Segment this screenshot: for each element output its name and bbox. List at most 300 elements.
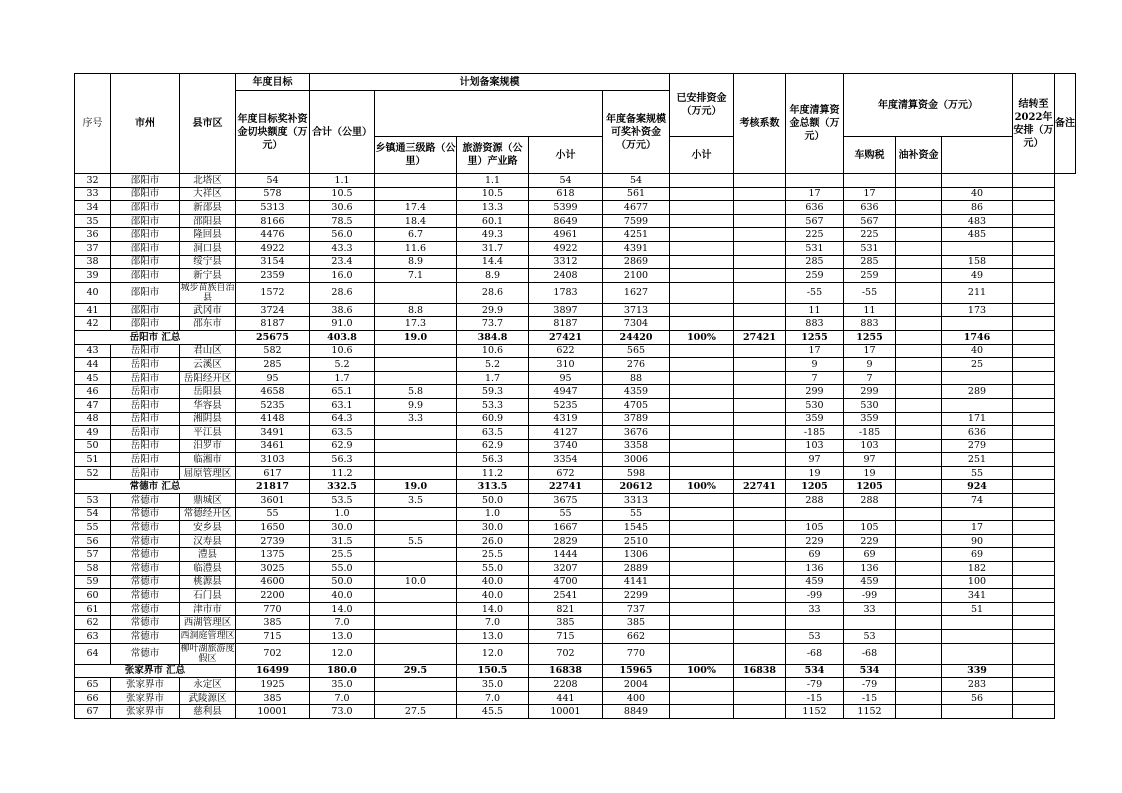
cell-remark (1013, 589, 1055, 603)
cell-city: 岳阳市 (111, 398, 180, 412)
cell-arranged: 561 (603, 187, 670, 201)
cell-city: 常德市 (111, 575, 180, 589)
cell-oil-fund (896, 507, 942, 521)
cell-target-amount: 285 (236, 358, 310, 372)
table-row (75, 575, 1076, 589)
cell-city: 常德市 (111, 562, 180, 576)
cell-county: 洞口县 (180, 241, 236, 255)
cell-record-scale: 4922 (529, 241, 603, 255)
cell-township-km: 27.5 (375, 705, 457, 719)
cell-coeff (670, 174, 734, 188)
header-township-km: 乡镇通三级路（公里） (375, 137, 457, 174)
cell-vehicle-tax: 567 (844, 214, 896, 228)
cell-coeff (670, 371, 734, 385)
cell-city: 岳阳市 (111, 412, 180, 426)
cell-county: 临澧县 (180, 562, 236, 576)
cell-oil-fund (896, 691, 942, 705)
cell-clearing-total (734, 282, 786, 303)
table-header (75, 74, 1076, 174)
cell-remark (1013, 398, 1055, 412)
cell-seq: 49 (75, 426, 111, 440)
cell-carry-over: 1746 (942, 330, 1013, 344)
cell-total-km: 31.5 (310, 534, 375, 548)
table-row (75, 241, 1076, 255)
cell-clearing-subtotal: 105 (786, 521, 844, 535)
cell-coeff (670, 643, 734, 664)
cell-township-km: 18.4 (375, 214, 457, 228)
cell-coeff (670, 255, 734, 269)
cell-seq: 44 (75, 358, 111, 372)
cell-clearing-total (734, 317, 786, 331)
cell-target-amount: 3461 (236, 439, 310, 453)
cell-city: 常德市 (111, 630, 180, 644)
cell-township-km (375, 174, 457, 188)
cell-township-km: 6.7 (375, 228, 457, 242)
cell-oil-fund (896, 616, 942, 630)
cell-vehicle-tax: -55 (844, 282, 896, 303)
cell-carry-over: 17 (942, 521, 1013, 535)
cell-record-scale: 441 (529, 691, 603, 705)
cell-coeff (670, 534, 734, 548)
cell-vehicle-tax: -99 (844, 589, 896, 603)
cell-arranged: 737 (603, 602, 670, 616)
cell-arranged: 565 (603, 344, 670, 358)
table-row (75, 317, 1076, 331)
cell-clearing-total (734, 412, 786, 426)
cell-clearing-subtotal: 7 (786, 371, 844, 385)
cell-arranged: 1545 (603, 521, 670, 535)
cell-clearing-subtotal: -185 (786, 426, 844, 440)
cell-tourism-km: 31.7 (457, 241, 529, 255)
cell-coeff (670, 439, 734, 453)
cell-clearing-subtotal: 299 (786, 385, 844, 399)
cell-total-km: 23.4 (310, 255, 375, 269)
cell-target-amount: 4922 (236, 241, 310, 255)
cell-target-amount: 21817 (236, 480, 310, 494)
cell-oil-fund (896, 214, 942, 228)
cell-target-amount: 4148 (236, 412, 310, 426)
cell-record-scale: 2541 (529, 589, 603, 603)
cell-coeff (670, 602, 734, 616)
cell-carry-over (942, 507, 1013, 521)
cell-total-km: 38.6 (310, 303, 375, 317)
cell-city: 岳阳市 (111, 358, 180, 372)
cell-county: 柳叶湖旅游度假区 (180, 643, 235, 664)
cell-vehicle-tax: 105 (844, 521, 896, 535)
cell-seq: 64 (75, 643, 111, 664)
cell-county: 岳阳县 (180, 385, 236, 399)
cell-carry-over: 86 (942, 201, 1013, 215)
cell-clearing-total (734, 214, 786, 228)
cell-coeff (670, 358, 734, 372)
cell-city: 邵阳市 (111, 214, 180, 228)
cell-seq: 33 (75, 187, 111, 201)
cell-target-amount: 385 (236, 616, 310, 630)
cell-township-km (375, 678, 457, 692)
cell-record-scale: 4127 (529, 426, 603, 440)
cell-city: 邵阳市 (111, 201, 180, 215)
cell-clearing-subtotal: -99 (786, 589, 844, 603)
table-row (75, 358, 1076, 372)
table-row (75, 269, 1076, 283)
cell-clearing-total (734, 187, 786, 201)
cell-coeff (670, 494, 734, 508)
cell-oil-fund (896, 630, 942, 644)
cell-clearing-total (734, 371, 786, 385)
cell-record-scale: 2829 (529, 534, 603, 548)
cell-oil-fund (896, 589, 942, 603)
cell-clearing-subtotal: 288 (786, 494, 844, 508)
cell-city: 张家界市 (111, 705, 180, 719)
cell-coeff (670, 691, 734, 705)
cell-tourism-km: 1.7 (457, 371, 529, 385)
cell-clearing-total (734, 241, 786, 255)
cell-clearing-total (734, 548, 786, 562)
cell-vehicle-tax: 97 (844, 453, 896, 467)
cell-city: 邵阳市 (111, 317, 180, 331)
cell-target-amount: 1925 (236, 678, 310, 692)
cell-seq: 60 (75, 589, 111, 603)
cell-oil-fund (896, 480, 942, 494)
cell-city: 常德市 (111, 589, 180, 603)
cell-vehicle-tax: 359 (844, 412, 896, 426)
cell-target-amount: 582 (236, 344, 310, 358)
cell-clearing-total (734, 507, 786, 521)
cell-clearing-total (734, 398, 786, 412)
cell-county: 临湘市 (180, 453, 236, 467)
cell-township-km (375, 507, 457, 521)
cell-county: 汨罗市 (180, 439, 236, 453)
cell-county: 北塔区 (180, 174, 236, 188)
cell-remark (1013, 255, 1055, 269)
cell-target-amount: 770 (236, 602, 310, 616)
table-row (75, 187, 1076, 201)
cell-vehicle-tax: 17 (844, 187, 896, 201)
cell-target-amount: 4658 (236, 385, 310, 399)
cell-coeff (670, 453, 734, 467)
cell-coeff (670, 385, 734, 399)
cell-total-km: 1.0 (310, 507, 375, 521)
cell-carry-over: 211 (942, 282, 1013, 303)
cell-clearing-subtotal: 225 (786, 228, 844, 242)
cell-city: 邵阳市 (111, 255, 180, 269)
cell-oil-fund (896, 255, 942, 269)
cell-township-km: 10.0 (375, 575, 457, 589)
cell-seq: 52 (75, 466, 111, 480)
cell-tourism-km: 28.6 (457, 282, 529, 303)
cell-clearing-total (734, 589, 786, 603)
cell-tourism-km: 26.0 (457, 534, 529, 548)
cell-coeff (670, 303, 734, 317)
table-row (75, 691, 1076, 705)
cell-tourism-km: 150.5 (457, 664, 529, 678)
cell-oil-fund (896, 602, 942, 616)
cell-oil-fund (896, 228, 942, 242)
cell-carry-over (942, 705, 1013, 719)
cell-clearing-subtotal: 259 (786, 269, 844, 283)
cell-record-scale: 385 (529, 616, 603, 630)
cell-target-amount: 10001 (236, 705, 310, 719)
cell-remark (1013, 187, 1055, 201)
cell-arranged: 7599 (603, 214, 670, 228)
cell-clearing-total (734, 630, 786, 644)
cell-remark (1013, 705, 1055, 719)
cell-seq: 50 (75, 439, 111, 453)
cell-oil-fund (896, 466, 942, 480)
cell-record-scale: 1444 (529, 548, 603, 562)
header-county: 县市区 (180, 74, 236, 174)
cell-seq: 53 (75, 494, 111, 508)
cell-arranged: 88 (603, 371, 670, 385)
cell-carry-over: 49 (942, 269, 1013, 283)
cell-clearing-subtotal: 1152 (786, 705, 844, 719)
cell-arranged: 15965 (603, 664, 670, 678)
cell-carry-over: 339 (942, 664, 1013, 678)
cell-remark (1013, 317, 1055, 331)
cell-tourism-km: 63.5 (457, 426, 529, 440)
cell-target-amount: 2200 (236, 589, 310, 603)
cell-clearing-total (734, 385, 786, 399)
cell-clearing-total (734, 534, 786, 548)
cell-total-km: 10.6 (310, 344, 375, 358)
cell-city: 邵阳市 (111, 303, 180, 317)
cell-record-scale: 3312 (529, 255, 603, 269)
cell-oil-fund (896, 358, 942, 372)
cell-remark (1013, 664, 1055, 678)
cell-oil-fund (896, 562, 942, 576)
cell-coeff (670, 575, 734, 589)
cell-tourism-km: 35.0 (457, 678, 529, 692)
cell-oil-fund (896, 330, 942, 344)
cell-seq: 37 (75, 241, 111, 255)
cell-arranged: 3789 (603, 412, 670, 426)
cell-coeff (670, 678, 734, 692)
cell-county: 邵东市 (180, 317, 236, 331)
cell-township-km (375, 521, 457, 535)
cell-total-km: 30.0 (310, 521, 375, 535)
cell-oil-fund (896, 575, 942, 589)
cell-arranged: 4677 (603, 201, 670, 215)
cell-clearing-subtotal: 359 (786, 412, 844, 426)
cell-clearing-total (734, 358, 786, 372)
cell-vehicle-tax: 229 (844, 534, 896, 548)
cell-township-km (375, 589, 457, 603)
cell-arranged: 4705 (603, 398, 670, 412)
cell-arranged: 24420 (603, 330, 670, 344)
cell-remark (1013, 534, 1055, 548)
cell-vehicle-tax: 285 (844, 255, 896, 269)
cell-seq: 46 (75, 385, 111, 399)
table-row (75, 534, 1076, 548)
cell-coeff: 100% (670, 330, 734, 344)
cell-oil-fund (896, 664, 942, 678)
cell-record-scale: 10001 (529, 705, 603, 719)
cell-target-amount: 3154 (236, 255, 310, 269)
cell-total-km: 56.3 (310, 453, 375, 467)
cell-county: 屈原管理区 (180, 466, 236, 480)
cell-arranged: 2100 (603, 269, 670, 283)
cell-carry-over: 279 (942, 439, 1013, 453)
cell-coeff (670, 214, 734, 228)
cell-target-amount: 3601 (236, 494, 310, 508)
cell-seq: 55 (75, 521, 111, 535)
cell-carry-over: 55 (942, 466, 1013, 480)
cell-remark (1013, 494, 1055, 508)
cell-vehicle-tax: 883 (844, 317, 896, 331)
table-row (75, 174, 1076, 188)
cell-oil-fund (896, 303, 942, 317)
cell-arranged: 8849 (603, 705, 670, 719)
cell-vehicle-tax: 136 (844, 562, 896, 576)
cell-coeff (670, 317, 734, 331)
cell-total-km: 63.1 (310, 398, 375, 412)
cell-carry-over: 56 (942, 691, 1013, 705)
table-row (75, 412, 1076, 426)
cell-arranged: 20612 (603, 480, 670, 494)
header-arranged-sub: 小计 (529, 137, 603, 174)
cell-total-km: 12.0 (310, 643, 375, 664)
table-row (75, 228, 1076, 242)
cell-arranged: 54 (603, 174, 670, 188)
cell-carry-over: 251 (942, 453, 1013, 467)
cell-vehicle-tax: 636 (844, 201, 896, 215)
cell-clearing-subtotal: 636 (786, 201, 844, 215)
cell-target-amount: 3103 (236, 453, 310, 467)
cell-record-scale: 2408 (529, 269, 603, 283)
cell-clearing-subtotal: 103 (786, 439, 844, 453)
cell-target-amount: 54 (236, 174, 310, 188)
cell-remark (1013, 385, 1055, 399)
cell-remark (1013, 691, 1055, 705)
header-tourism-km: 旅游资源（公里）产业路 (457, 137, 529, 174)
cell-city: 张家界市 (111, 691, 180, 705)
cell-city: 岳阳市 (111, 466, 180, 480)
cell-record-scale: 618 (529, 187, 603, 201)
cell-total-km: 1.7 (310, 371, 375, 385)
cell-carry-over: 283 (942, 678, 1013, 692)
cell-clearing-subtotal: 33 (786, 602, 844, 616)
cell-remark (1013, 371, 1055, 385)
cell-tourism-km: 14.4 (457, 255, 529, 269)
cell-clearing-total (734, 269, 786, 283)
cell-carry-over (942, 398, 1013, 412)
cell-tourism-km: 313.5 (457, 480, 529, 494)
cell-vehicle-tax: 69 (844, 548, 896, 562)
summary-label: 岳阳市 汇总 (75, 330, 236, 344)
cell-arranged: 770 (603, 643, 670, 664)
cell-seq: 41 (75, 303, 111, 317)
cell-clearing-subtotal: -79 (786, 678, 844, 692)
cell-carry-over (942, 174, 1013, 188)
cell-tourism-km: 40.0 (457, 589, 529, 603)
cell-total-km: 13.0 (310, 630, 375, 644)
cell-arranged: 3713 (603, 303, 670, 317)
cell-record-scale: 821 (529, 602, 603, 616)
cell-seq: 63 (75, 630, 111, 644)
cell-township-km (375, 187, 457, 201)
cell-coeff (670, 589, 734, 603)
cell-city: 常德市 (111, 521, 180, 535)
cell-record-scale: 4961 (529, 228, 603, 242)
cell-target-amount: 2359 (236, 269, 310, 283)
cell-arranged: 2869 (603, 255, 670, 269)
cell-clearing-total (734, 575, 786, 589)
cell-city: 岳阳市 (111, 426, 180, 440)
cell-county: 桃源县 (180, 575, 236, 589)
cell-remark (1013, 480, 1055, 494)
cell-vehicle-tax: 103 (844, 439, 896, 453)
table-row (75, 548, 1076, 562)
header-seq: 序号 (75, 74, 111, 174)
cell-coeff (670, 241, 734, 255)
cell-seq: 32 (75, 174, 111, 188)
cell-township-km (375, 439, 457, 453)
cell-vehicle-tax: 288 (844, 494, 896, 508)
cell-city: 邵阳市 (111, 228, 180, 242)
cell-clearing-subtotal: 530 (786, 398, 844, 412)
cell-township-km (375, 371, 457, 385)
cell-seq: 57 (75, 548, 111, 562)
cell-tourism-km: 7.0 (457, 691, 529, 705)
cell-clearing-subtotal: 17 (786, 187, 844, 201)
cell-coeff (670, 344, 734, 358)
cell-tourism-km: 49.3 (457, 228, 529, 242)
cell-county: 西洞庭管理区 (180, 631, 235, 642)
cell-target-amount: 3025 (236, 562, 310, 576)
cell-remark (1013, 466, 1055, 480)
cell-carry-over: 74 (942, 494, 1013, 508)
cell-record-scale: 1783 (529, 282, 603, 303)
header-city: 市州 (111, 74, 180, 174)
cell-total-km: 332.5 (310, 480, 375, 494)
cell-arranged: 3676 (603, 426, 670, 440)
cell-clearing-subtotal: 534 (786, 664, 844, 678)
cell-record-scale: 715 (529, 630, 603, 644)
cell-tourism-km: 50.0 (457, 494, 529, 508)
cell-tourism-km: 53.3 (457, 398, 529, 412)
cell-record-scale: 4319 (529, 412, 603, 426)
cell-clearing-subtotal: 69 (786, 548, 844, 562)
cell-coeff: 100% (670, 664, 734, 678)
cell-total-km: 30.6 (310, 201, 375, 215)
cell-seq: 35 (75, 214, 111, 228)
cell-carry-over (942, 241, 1013, 255)
cell-county: 汉寿县 (180, 534, 236, 548)
cell-township-km: 8.8 (375, 303, 457, 317)
cell-clearing-subtotal (786, 616, 844, 630)
cell-tourism-km: 1.1 (457, 174, 529, 188)
cell-arranged: 3313 (603, 494, 670, 508)
cell-target-amount: 1375 (236, 548, 310, 562)
cell-tourism-km: 60.1 (457, 214, 529, 228)
cell-tourism-km: 56.3 (457, 453, 529, 467)
cell-total-km: 55.0 (310, 562, 375, 576)
cell-township-km (375, 616, 457, 630)
cell-township-km: 3.3 (375, 412, 457, 426)
cell-vehicle-tax (844, 174, 896, 188)
cell-oil-fund (896, 521, 942, 535)
cell-oil-fund (896, 439, 942, 453)
header-oil-fund: 油补资金 (896, 137, 942, 174)
cell-total-km: 7.0 (310, 616, 375, 630)
cell-tourism-km: 10.5 (457, 187, 529, 201)
cell-total-km: 65.1 (310, 385, 375, 399)
cell-vehicle-tax: 259 (844, 269, 896, 283)
cell-target-amount: 385 (236, 691, 310, 705)
cell-total-km: 10.5 (310, 187, 375, 201)
cell-township-km (375, 602, 457, 616)
cell-oil-fund (896, 201, 942, 215)
